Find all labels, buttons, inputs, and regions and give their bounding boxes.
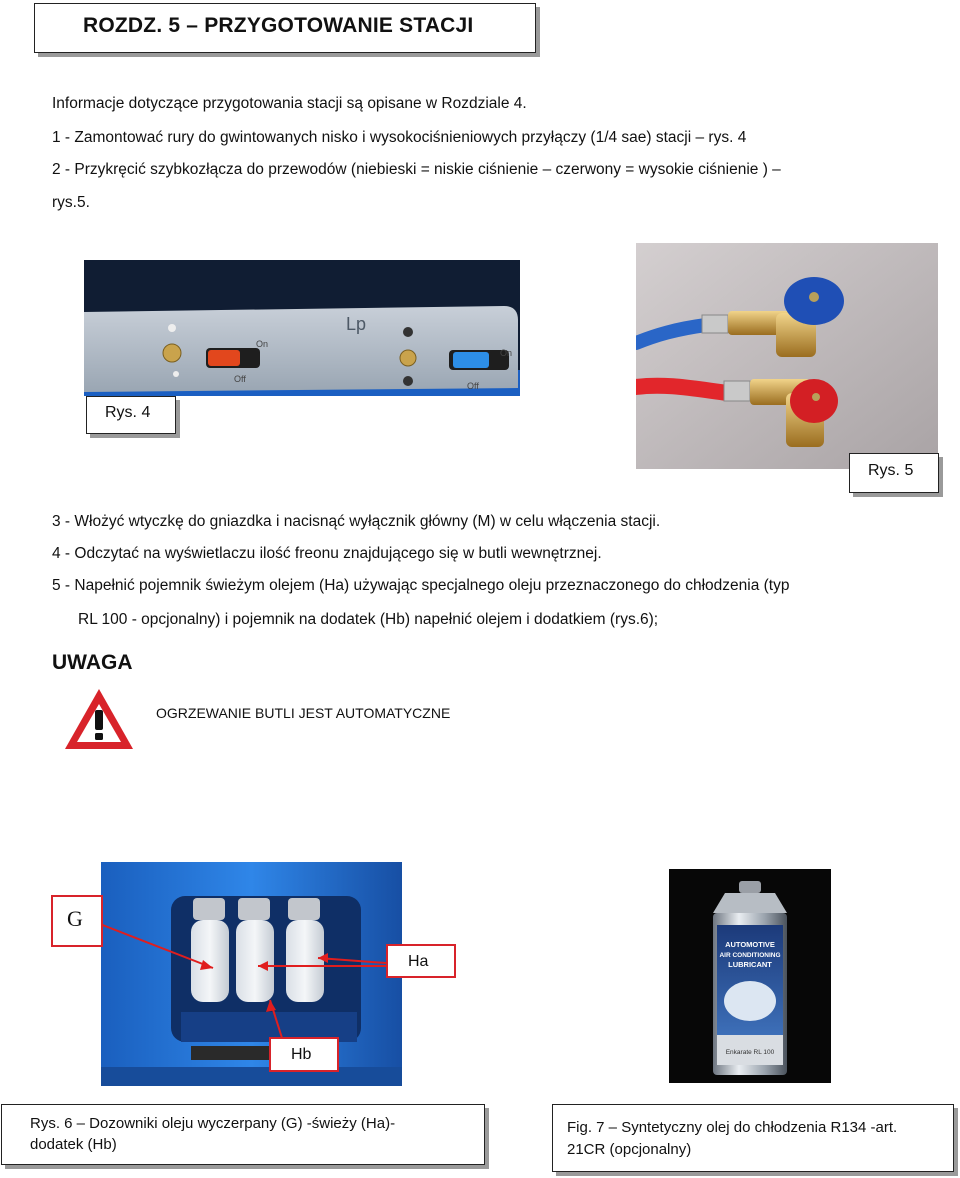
svg-text:AUTOMOTIVE: AUTOMOTIVE	[725, 940, 775, 949]
chapter-heading: ROZDZ. 5 – PRZYGOTOWANIE STACJI	[83, 14, 474, 37]
svg-text:LUBRICANT: LUBRICANT	[728, 960, 772, 969]
figure-5-caption: Rys. 5	[868, 462, 914, 479]
warning-heading: UWAGA	[52, 651, 133, 674]
step-5-text: 5 - Napełnić pojemnik świeżym olejem (Ha) używając specjalnego oleju przeznaczonego do chłodzenia (typ	[52, 577, 790, 594]
svg-text:On: On	[500, 348, 513, 358]
label-g-box	[51, 895, 103, 947]
svg-text:Enkarate RL 100: Enkarate RL 100	[725, 1049, 775, 1056]
step-5-text-cont: RL 100 - opcjonalny) i pojemnik na dodatek (Hb) napełnić olejem i dodatkiem (rys.6);	[78, 611, 659, 628]
figure-7-caption: Fig. 7 – Syntetyczny olej do chłodzenia R134 -art. 21CR (opcjonalny)	[567, 1119, 898, 1158]
step-2-text: 2 - Przykręcić szybkozłącza do przewodów (niebieski = niskie ciśnienie – czerwony = wysokie ciśnienie ) –	[52, 161, 781, 178]
step-2-text-cont: rys.5.	[52, 194, 90, 211]
step-4-text: 4 - Odczytać na wyświetlaczu ilość freonu znajdującego się w butli wewnętrznej.	[52, 545, 602, 562]
figure-4-caption: Rys. 4	[105, 404, 151, 421]
label-ha: Ha	[408, 953, 429, 970]
label-hb: Hb	[291, 1046, 312, 1063]
panel-label-lp: Lp	[346, 314, 367, 334]
figure-7-photo	[669, 869, 831, 1083]
figure-7-caption-box	[552, 1104, 954, 1172]
svg-text:AIR CONDITIONING: AIR CONDITIONING	[719, 952, 781, 959]
label-hb-box	[269, 1037, 339, 1072]
label-ha-box	[386, 944, 456, 978]
svg-text:On: On	[256, 339, 269, 349]
figure-6-caption: Rys. 6 – Dozowniki oleju wyczerpany (G) -świeży (Ha)- dodatek (Hb)	[30, 1115, 396, 1153]
svg-text:Off: Off	[467, 381, 479, 391]
warning-text: OGRZEWANIE BUTLI JEST AUTOMATYCZNE	[156, 705, 451, 721]
svg-text:Off: Off	[234, 374, 246, 384]
step-3-text: 3 - Włożyć wtyczkę do gniazdka i nacisnąć wyłącznik główny (M) w celu włączenia stacji.	[52, 513, 661, 530]
figure-6-caption-box	[1, 1104, 485, 1165]
step-1-text: 1 - Zamontować rury do gwintowanych nisko i wysokociśnieniowych przyłączy (1/4 sae) stacji – rys. 4	[52, 129, 747, 146]
intro-text: Informacje dotyczące przygotowania stacji są opisane w Rozdziale 4.	[52, 95, 527, 112]
label-g: G	[67, 906, 83, 931]
